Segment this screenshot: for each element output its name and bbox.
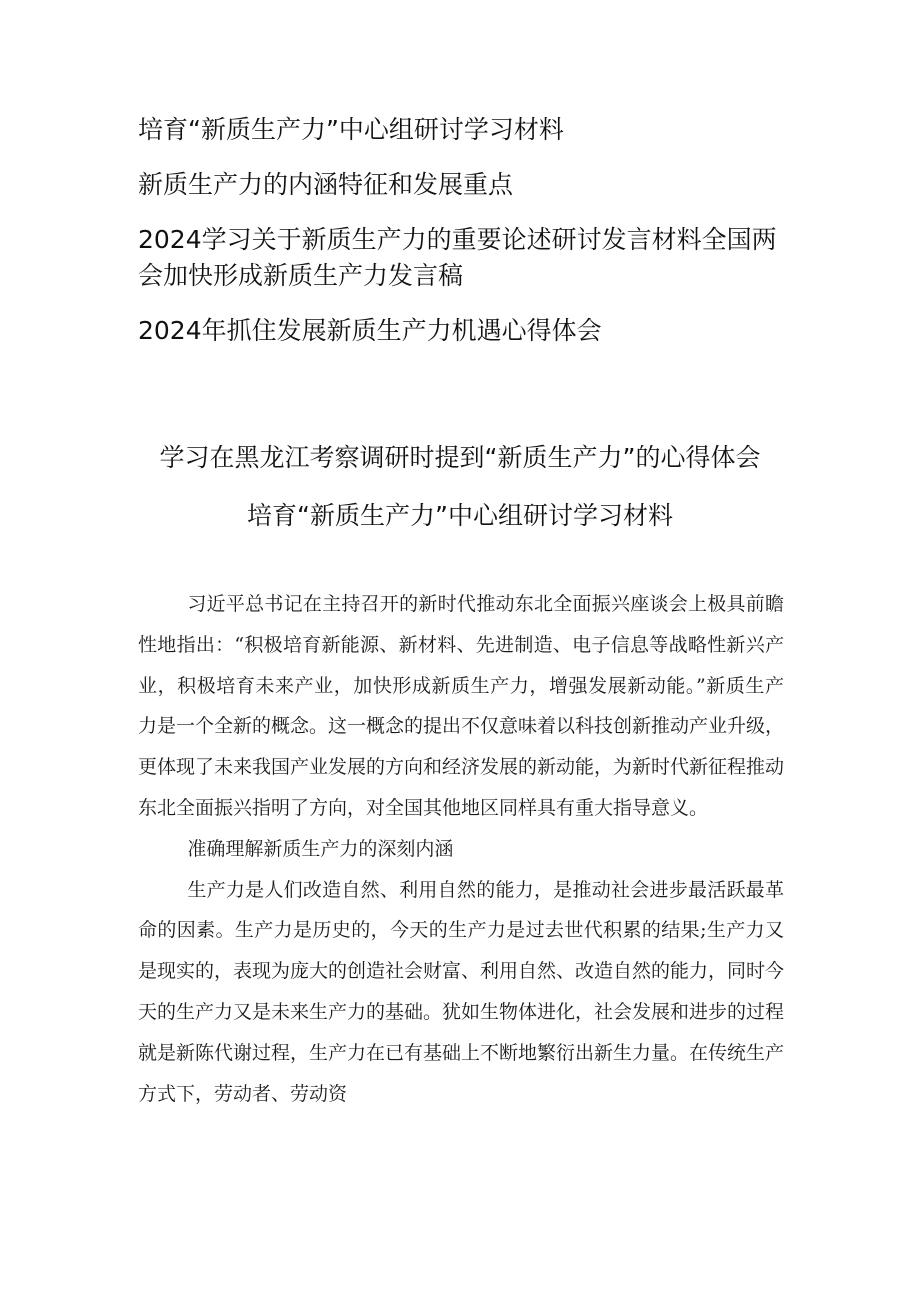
- toc-item: 新质生产力的内涵特征和发展重点: [138, 170, 514, 199]
- table-of-contents: [138, 112, 798, 349]
- section-heading: 准确理解新质生产力的深刻内涵: [187, 837, 454, 860]
- document-body: [138, 584, 784, 1114]
- toc-item: 2024年抓住发展新质生产力机遇心得体会: [138, 316, 602, 345]
- document-title: 学习在黑龙江考察调研时提到“新质生产力”的心得体会: [159, 443, 761, 472]
- document-subtitle: 培育“新质生产力”中心组研讨学习材料: [247, 501, 673, 530]
- toc-item: 2024学习关于新质生产力的重要论述研讨发言材料全国两会加快形成新质生产力发言稿: [138, 225, 777, 290]
- body-paragraph: 习近平总书记在主持召开的新时代推动东北全面振兴座谈会上极具前瞻性地指出：“积极培育新能源、新材料、先进制造、电子信息等战略性新兴产业，积极培育未来产业，加快形成新质生产力，增强发展新动能。”新质生产力是一个全新的概念。这一概念的提出不仅意味着以科技创新推动产业升级，更体现了未来我国产业发展的方向和经济发展的新动能，为新时代新征程推动东北全面振兴指明了方向，对全国其他地区同样具有重大指导意义。: [138, 593, 785, 819]
- document-titles: [110, 440, 810, 534]
- toc-item: 培育“新质生产力”中心组研讨学习材料: [138, 115, 564, 144]
- body-paragraph: 生产力是人们改造自然、利用自然的能力，是推动社会进步最活跃最革命的因素。生产力是历史的，今天的生产力是过去世代积累的结果;生产力又是现实的，表现为庞大的创造社会财富、利用自然、改造自然的能力，同时今天的生产力又是未来生产力的基础。犹如生物体进化，社会发展和进步的过程就是新陈代谢过程，生产力在已有基础上不断地繁衍出新生力量。在传统生产方式下，劳动者、劳动资: [138, 878, 785, 1105]
